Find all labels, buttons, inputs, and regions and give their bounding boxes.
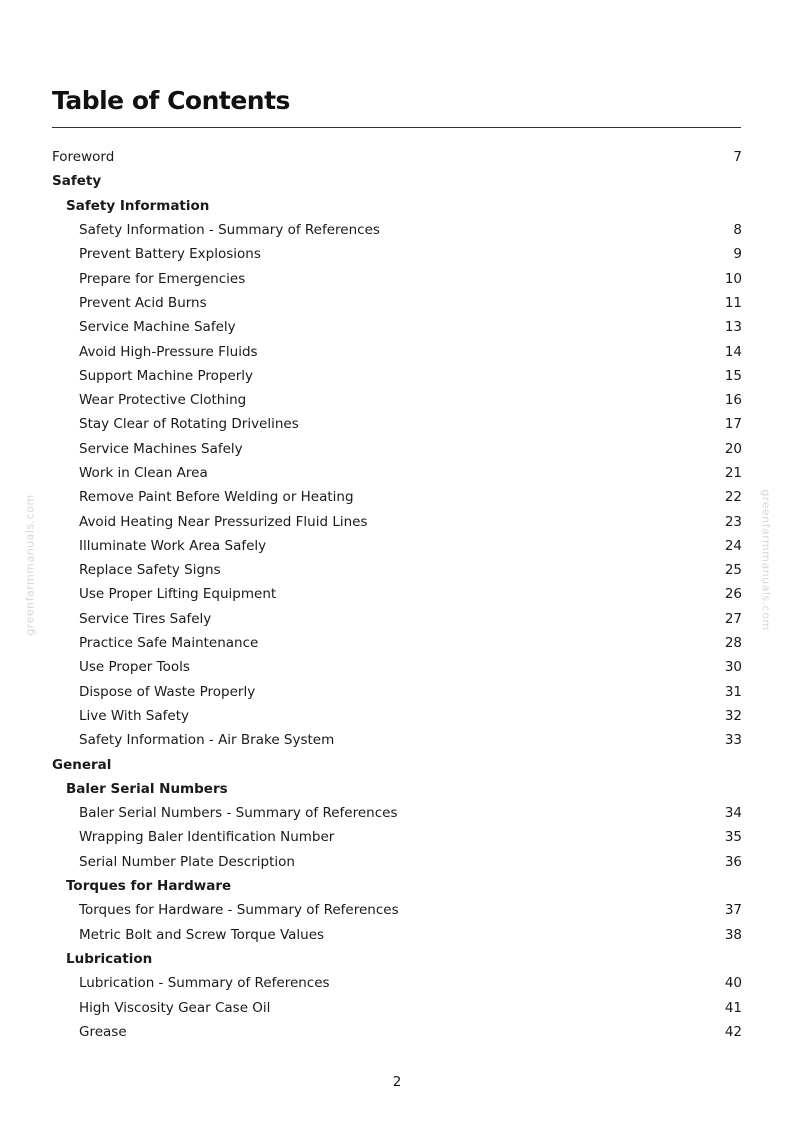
toc-entry-label: Remove Paint Before Welding or Heating bbox=[79, 489, 354, 506]
toc-entry[interactable] bbox=[52, 145, 742, 169]
toc-entry[interactable] bbox=[52, 923, 742, 947]
toc-entry-label: Baler Serial Numbers bbox=[66, 780, 228, 797]
toc-entry-page: 32 bbox=[724, 707, 742, 724]
toc-entry-page: 7 bbox=[733, 149, 742, 166]
toc-entry-page: 15 bbox=[724, 367, 742, 384]
toc-entry[interactable] bbox=[52, 655, 742, 679]
toc-entry[interactable] bbox=[52, 1020, 742, 1044]
toc-entry-page: 16 bbox=[724, 392, 742, 409]
toc-entry-label: High Viscosity Gear Case Oil bbox=[79, 999, 271, 1016]
toc-entry-label: Service Tires Safely bbox=[79, 610, 212, 627]
toc-entry-page: 20 bbox=[724, 440, 742, 457]
toc-entry-label: Safety Information - Summary of References bbox=[79, 222, 380, 239]
toc-entry[interactable] bbox=[52, 291, 742, 315]
toc-entry[interactable] bbox=[52, 995, 742, 1019]
toc-entry[interactable] bbox=[52, 631, 742, 655]
toc-entry[interactable] bbox=[52, 461, 742, 485]
toc-entry-page: 14 bbox=[724, 343, 742, 360]
page-title: Table of Contents bbox=[52, 86, 290, 115]
toc-entry[interactable] bbox=[52, 339, 742, 363]
toc-entry[interactable] bbox=[52, 218, 742, 242]
table-of-contents bbox=[52, 145, 742, 1044]
toc-entry-page: 11 bbox=[724, 294, 742, 311]
watermark-left: greenfarmmanuals.com bbox=[23, 494, 37, 636]
toc-entry-page: 24 bbox=[724, 537, 742, 554]
toc-entry-label: Avoid Heating Near Pressurized Fluid Lines bbox=[79, 513, 368, 530]
toc-entry[interactable] bbox=[52, 534, 742, 558]
toc-entry[interactable] bbox=[52, 582, 742, 606]
toc-entry-page: 10 bbox=[724, 270, 742, 287]
toc-entry-label: Lubrication bbox=[66, 950, 153, 967]
toc-entry-page: 42 bbox=[724, 1023, 742, 1040]
toc-entry-label: Lubrication - Summary of References bbox=[79, 975, 330, 992]
toc-entry-label: Prevent Acid Burns bbox=[79, 294, 207, 311]
toc-entry-label: Prevent Battery Explosions bbox=[79, 246, 261, 263]
toc-entry-page: 35 bbox=[724, 829, 742, 846]
toc-entry[interactable] bbox=[52, 898, 742, 922]
toc-entry[interactable] bbox=[52, 437, 742, 461]
watermark-right: greenfarmmanuals.com bbox=[759, 489, 773, 631]
toc-entry[interactable] bbox=[52, 801, 742, 825]
toc-entry-page: 31 bbox=[724, 683, 742, 700]
toc-entry-label: Use Proper Lifting Equipment bbox=[79, 586, 277, 603]
toc-entry[interactable] bbox=[52, 364, 742, 388]
toc-entry-label: Prepare for Emergencies bbox=[79, 270, 246, 287]
toc-entry-page: 9 bbox=[733, 246, 742, 263]
toc-entry-page: 27 bbox=[724, 610, 742, 627]
toc-entry-label: Work in Clean Area bbox=[79, 465, 208, 481]
toc-entry-page: 26 bbox=[724, 586, 742, 603]
toc-entry-page: 36 bbox=[724, 853, 742, 870]
toc-entry-label: Practice Safe Maintenance bbox=[79, 635, 259, 652]
toc-entry[interactable] bbox=[52, 242, 742, 266]
toc-entry-page: 30 bbox=[724, 659, 742, 676]
toc-entry-page: 34 bbox=[724, 805, 742, 822]
toc-entry-label: Foreword bbox=[52, 149, 115, 166]
toc-entry-page: 13 bbox=[724, 319, 742, 336]
toc-entry[interactable] bbox=[52, 607, 742, 631]
toc-heading bbox=[52, 874, 742, 898]
toc-entry-label: Stay Clear of Rotating Drivelines bbox=[79, 416, 299, 433]
toc-entry-page: 40 bbox=[724, 975, 742, 992]
toc-entry[interactable] bbox=[52, 266, 742, 290]
toc-entry[interactable] bbox=[52, 825, 742, 849]
page-number: 2 bbox=[392, 1074, 402, 1090]
toc-entry-page: 38 bbox=[724, 926, 742, 943]
toc-entry-page: 28 bbox=[724, 635, 742, 652]
toc-entry-label: Support Machine Properly bbox=[79, 367, 254, 384]
toc-entry-label: Dispose of Waste Properly bbox=[79, 683, 256, 700]
toc-entry[interactable] bbox=[52, 971, 742, 995]
toc-entry-page: 21 bbox=[724, 465, 742, 481]
toc-entry-label: Baler Serial Numbers - Summary of References bbox=[79, 805, 398, 822]
toc-entry[interactable] bbox=[52, 850, 742, 874]
toc-entry-label: Service Machines Safely bbox=[79, 440, 243, 457]
toc-entry[interactable] bbox=[52, 315, 742, 339]
toc-heading bbox=[52, 169, 742, 193]
toc-entry[interactable] bbox=[52, 704, 742, 728]
toc-entry-page: 8 bbox=[733, 222, 742, 239]
toc-entry-page: 33 bbox=[724, 732, 742, 749]
toc-entry-label: Safety Information bbox=[66, 197, 210, 214]
toc-entry-page: 22 bbox=[724, 489, 742, 506]
toc-entry-label: Replace Safety Signs bbox=[79, 562, 221, 579]
toc-heading bbox=[52, 194, 742, 218]
toc-entry-label: Use Proper Tools bbox=[79, 659, 190, 676]
title-divider bbox=[52, 127, 741, 128]
toc-entry[interactable] bbox=[52, 485, 742, 509]
toc-entry[interactable] bbox=[52, 558, 742, 582]
toc-entry-label: Torques for Hardware bbox=[66, 878, 232, 895]
toc-entry[interactable] bbox=[52, 728, 742, 752]
toc-entry-label: Live With Safety bbox=[79, 707, 189, 724]
toc-entry-page: 37 bbox=[724, 902, 742, 919]
toc-entry-page: 17 bbox=[724, 416, 742, 433]
toc-entry[interactable] bbox=[52, 680, 742, 704]
toc-entry-label: Wear Protective Clothing bbox=[79, 392, 247, 409]
toc-entry-label: Serial Number Plate Description bbox=[79, 853, 295, 870]
toc-heading bbox=[52, 947, 742, 971]
toc-entry-page: 23 bbox=[724, 513, 742, 530]
toc-heading bbox=[52, 777, 742, 801]
toc-entry-label: General bbox=[52, 756, 112, 773]
toc-entry-label: Torques for Hardware - Summary of References bbox=[79, 902, 399, 919]
toc-heading bbox=[52, 752, 742, 776]
toc-entry-page: 25 bbox=[724, 562, 742, 579]
toc-entry-label: Wrapping Baler Identification Number bbox=[79, 829, 335, 846]
toc-entry-label: Illuminate Work Area Safely bbox=[79, 537, 267, 554]
toc-entry[interactable] bbox=[52, 509, 742, 533]
toc-entry-label: Safety bbox=[52, 173, 102, 190]
toc-entry-label: Avoid High-Pressure Fluids bbox=[79, 343, 258, 360]
toc-entry[interactable] bbox=[52, 388, 742, 412]
toc-entry[interactable] bbox=[52, 412, 742, 436]
toc-entry-label: Grease bbox=[79, 1023, 127, 1040]
toc-entry-page: 41 bbox=[724, 999, 742, 1016]
toc-entry-label: Service Machine Safely bbox=[79, 319, 236, 336]
toc-entry-label: Safety Information - Air Brake System bbox=[79, 732, 335, 749]
toc-entry-label: Metric Bolt and Screw Torque Values bbox=[79, 926, 325, 943]
